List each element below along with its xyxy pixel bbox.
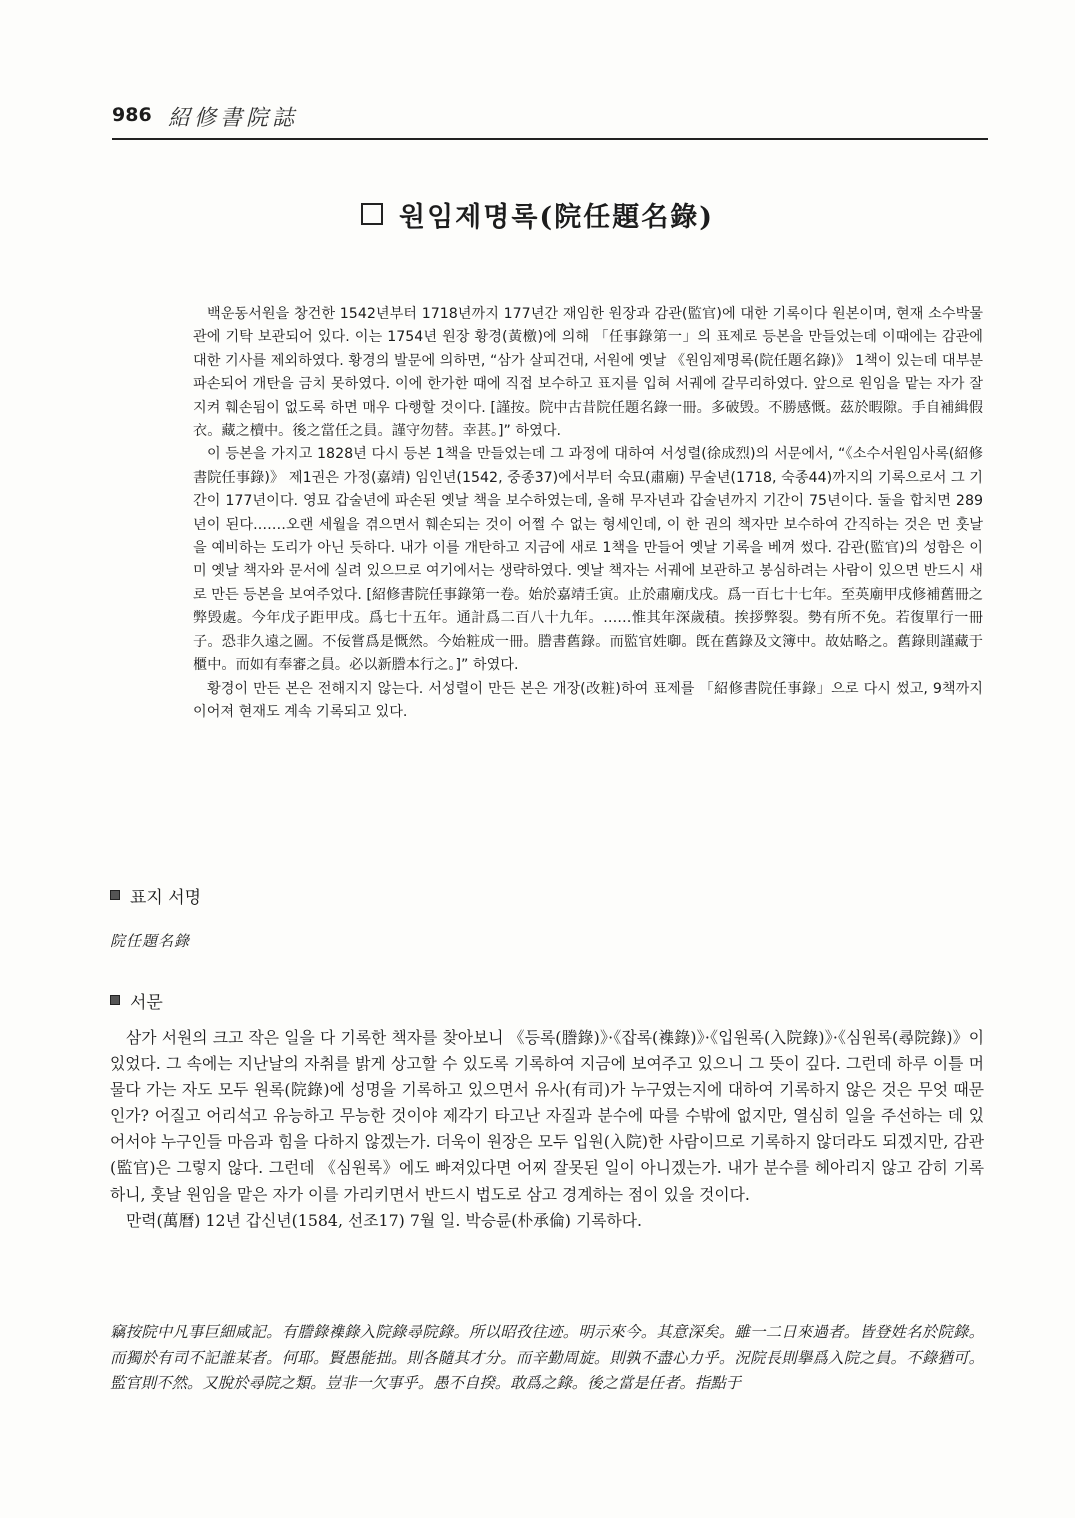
book-title: 紹修書院誌 bbox=[168, 106, 299, 131]
intro-section bbox=[193, 303, 983, 724]
preface-heading bbox=[110, 988, 163, 1013]
cover-signature-heading-text: 표지 서명 bbox=[130, 888, 202, 908]
preface-paragraph: 삼가 서원의 크고 작은 일을 다 기록한 책자를 찾아보니 《등록(謄錄)》·《잡록(襍錄)》·《입원록(入院錄)》·《심원록(尋院錄)》이 있었다. 그 속에는 지난날의 자취를 밝게 상고할 수 있도록 기록하여 지금에 보여주고 있으니 그 뜻이 깊다. 그런데 하루 이틀 머물다 가는 자도 모두 원록(院錄)에 성명을 기록하고 있으면서 유사(有司)가 누구였는지에 대하여 기록하지 않은 것은 무엇 때문인가? 어질고 어리석고 유능하고 무능한 것이야 제각기 타고난 자질과 분수에 따를 수밖에 없지만, 열심히 일을 주선하는 데 있어서야 누구인들 마음과 힘을 다하지 않겠는가. 더욱이 원장은 모두 입원(入院)한 사람이므로 기록하지 않더라도 되겠지만, 감관(監官)은 그렇지 않다. 그런데 《심원록》에도 빠져있다면 어찌 잘못된 일이 아니겠는가. 내가 분수를 헤아리지 않고 감히 기록하니, 훗날 원임을 맡은 자가 이를 가리키면서 반드시 법도로 삼고 경계하는 점이 있을 것이다. bbox=[110, 1028, 984, 1204]
bullet-square-icon bbox=[110, 995, 120, 1005]
intro-paragraph: 황경이 만든 본은 전해지지 않는다. 서성렬이 만든 본은 개장(改粧)하여 표제를 「紹修書院任事錄」으로 다시 썼고, 9책까지 이어져 현재도 계속 기록되고 있다. bbox=[193, 680, 983, 720]
cover-signature-text: 院任題名錄 bbox=[110, 932, 191, 950]
cover-signature-heading bbox=[110, 883, 201, 908]
page-number: 986 bbox=[112, 104, 152, 126]
checkbox-square-icon bbox=[361, 203, 383, 225]
preface-paragraph: 만력(萬曆) 12년 갑신년(1584, 선조17) 7월 일. 박승륜(朴承倫) 기록하다. bbox=[126, 1210, 643, 1230]
document-title-text: 원임제명록(院任題名錄) bbox=[399, 202, 714, 233]
document-title bbox=[0, 195, 1075, 234]
bullet-square-icon bbox=[110, 890, 120, 900]
intro-paragraph: 이 등본을 가지고 1828년 다시 등본 1책을 만들었는데 그 과정에 대하여 서성렬(徐成烈)의 서문에서, “《소수서원임사록(紹修書院任事錄)》 제1권은 가정(嘉靖) 임인년(1542, 중종37)에서부터 숙묘(肅廟) 무술년(1718, 숙종44)까지의 기록으로서 그 기간이 177년이다. 영묘 갑술년에 파손된 옛날 책을 보수하였는데, 올해 무자년과 갑술년까지 기간이 75년이다. 둘을 합치면 289년이 된다.……오랜 세월을 겪으면서 훼손되는 것이 어쩔 수 없는 형세인데, 이 한 권의 책자만 보수하여 간직하는 것은 먼 훗날을 예비하는 도리가 아닌 듯하다. 내가 이를 개탄하고 지금에 새로 1책을 만들어 옛날 기록을 베껴 썼다. 감관(監官)의 성함은 이미 옛날 책자와 문서에 실려 있으므로 여기에서는 생략하였다. 옛날 책자는 서궤에 보관하고 봉심하려는 사람이 있으면 반드시 새로 만든 등본을 보여주었다. [紹修書院任事錄第一卷。始於嘉靖壬寅。止於肅廟戊戌。爲一百七十七年。至英廟甲戌修補舊冊之弊毁處。今年戊子距甲戌。爲七十五年。通計爲二百八十九年。……惟其年深歲積。挨拶弊裂。勢有所不免。若復單行一冊子。恐非久遠之圖。不佞嘗爲是慨然。今始粧成一冊。謄書舊錄。而監官姓啣。旣在舊錄及文簿中。故姑略之。舊錄則謹藏于櫃中。而如有奉審之員。必以新謄本行之。]” 하였다. bbox=[193, 446, 983, 674]
preface-original-text: 竊按院中凡事巨細咸記。有謄錄襍錄入院錄尋院錄。所以昭孜往迹。明示來今。其意深矣。雖一二日來過者。皆登姓名於院錄。而獨於有司不記誰某者。何耶。賢愚能拙。則各隨其才分。而辛勤周旋。則孰不盡心力乎。況院長則擧爲入院之員。不錄猶可。監官則不然。又脫於尋院之類。豈非一欠事乎。愚不自揆。敢爲之錄。後之當是任者。指點于 bbox=[110, 1323, 984, 1393]
preface-heading-text: 서문 bbox=[130, 993, 163, 1013]
running-header bbox=[112, 104, 988, 140]
intro-paragraph: 백운동서원을 창건한 1542년부터 1718년까지 177년간 재임한 원장과 감관(監官)에 대한 기록이다 원본이며, 현재 소수박물관에 기탁 보관되어 있다. 이는 1754년 원장 황경(黃檄)에 의해 「任事錄第一」의 표제로 등본을 만들었는데 이때에는 감관에 대한 기사를 제외하였다. 황경의 발문에 의하면, “삼가 살피건대, 서원에 옛날 《원임제명록(院任題名錄)》 1책이 있는데 대부분 파손되어 개탄을 금치 못하였다. 이에 한가한 때에 직접 보수하고 표지를 입혀 서궤에 갈무리하였다. 앞으로 원임을 맡는 자가 잘 지켜 훼손됨이 없도록 하면 매우 다행할 것이다. [謹按。院中古昔院任題名錄一冊。多破毁。不勝感慨。茲於暇隙。手自補緝假衣。藏之櫝中。後之當任之員。謹守勿替。幸甚。]” 하였다. bbox=[193, 306, 983, 440]
preface-translation bbox=[110, 1025, 984, 1234]
